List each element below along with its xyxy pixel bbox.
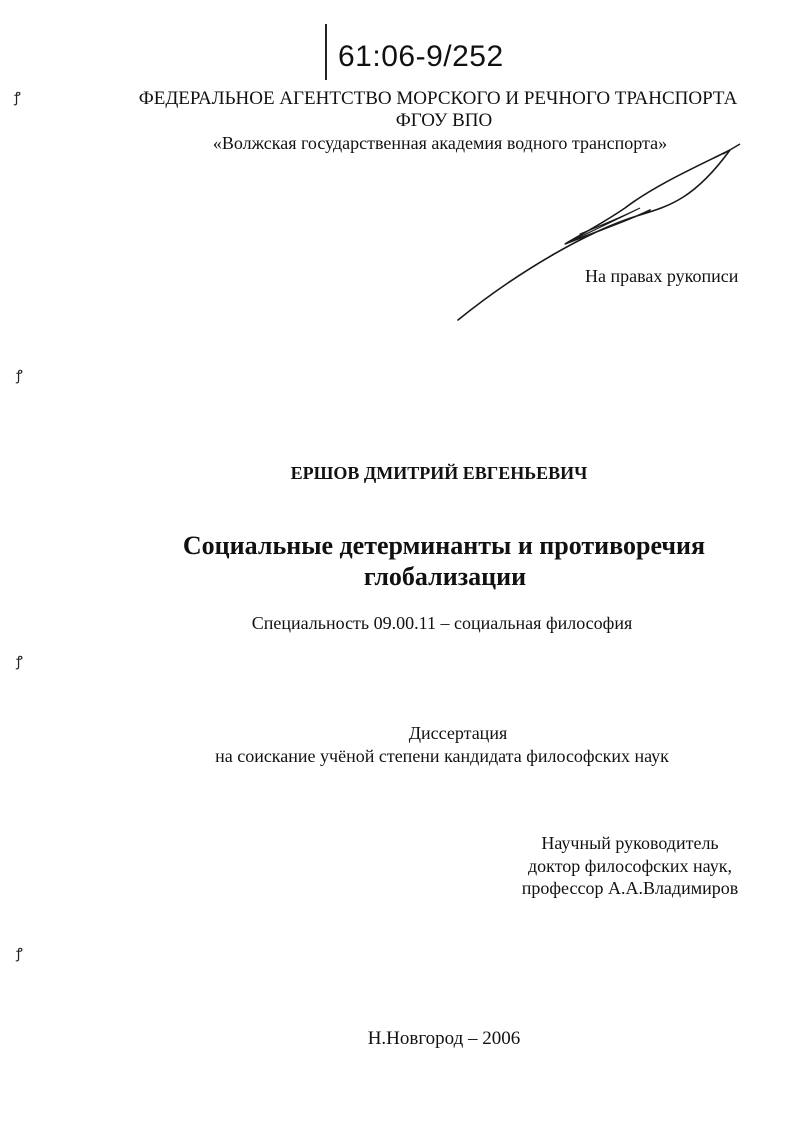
author-name: ЕРШОВ ДМИТРИЙ ЕВГЕНЬЕВИЧ — [290, 463, 588, 483]
agency-name: ФЕДЕРАЛЬНОЕ АГЕНТСТВО МОРСКОГО И РЕЧНОГО ТРАНСПОРТА — [138, 88, 738, 109]
dissertation-title-line-2: глобализации — [363, 562, 527, 591]
supervisor-role: Научный руководитель — [541, 833, 719, 853]
library-stamp-code: 61:06-9/252 — [338, 40, 504, 73]
handwritten-signature — [440, 140, 750, 330]
stamp-divider — [325, 24, 327, 80]
scan-mark: ꝭ — [14, 91, 21, 106]
scan-mark: ꝭ — [16, 369, 23, 384]
institution-type: ФГОУ ВПО — [395, 110, 493, 131]
supervisor-degree: доктор философских наук, — [528, 856, 732, 876]
place-and-year: Н.Новгород – 2006 — [367, 1028, 521, 1049]
degree-sought: на соискание учёной степени кандидата философских наук — [215, 746, 669, 766]
dissertation-type: Диссертация — [408, 723, 508, 743]
supervisor-name: профессор А.А.Владимиров — [521, 878, 739, 898]
dissertation-title-line-1: Социальные детерминанты и противоречия — [182, 531, 706, 560]
scan-mark: ꝭ — [16, 947, 23, 962]
manuscript-rights-note: На правах рукописи — [585, 266, 739, 286]
academy-name: «Волжская государственная академия водного транспорта» — [212, 133, 668, 153]
scan-mark: ꝭ — [16, 655, 23, 670]
specialty: Специальность 09.00.11 – социальная философия — [251, 613, 633, 633]
